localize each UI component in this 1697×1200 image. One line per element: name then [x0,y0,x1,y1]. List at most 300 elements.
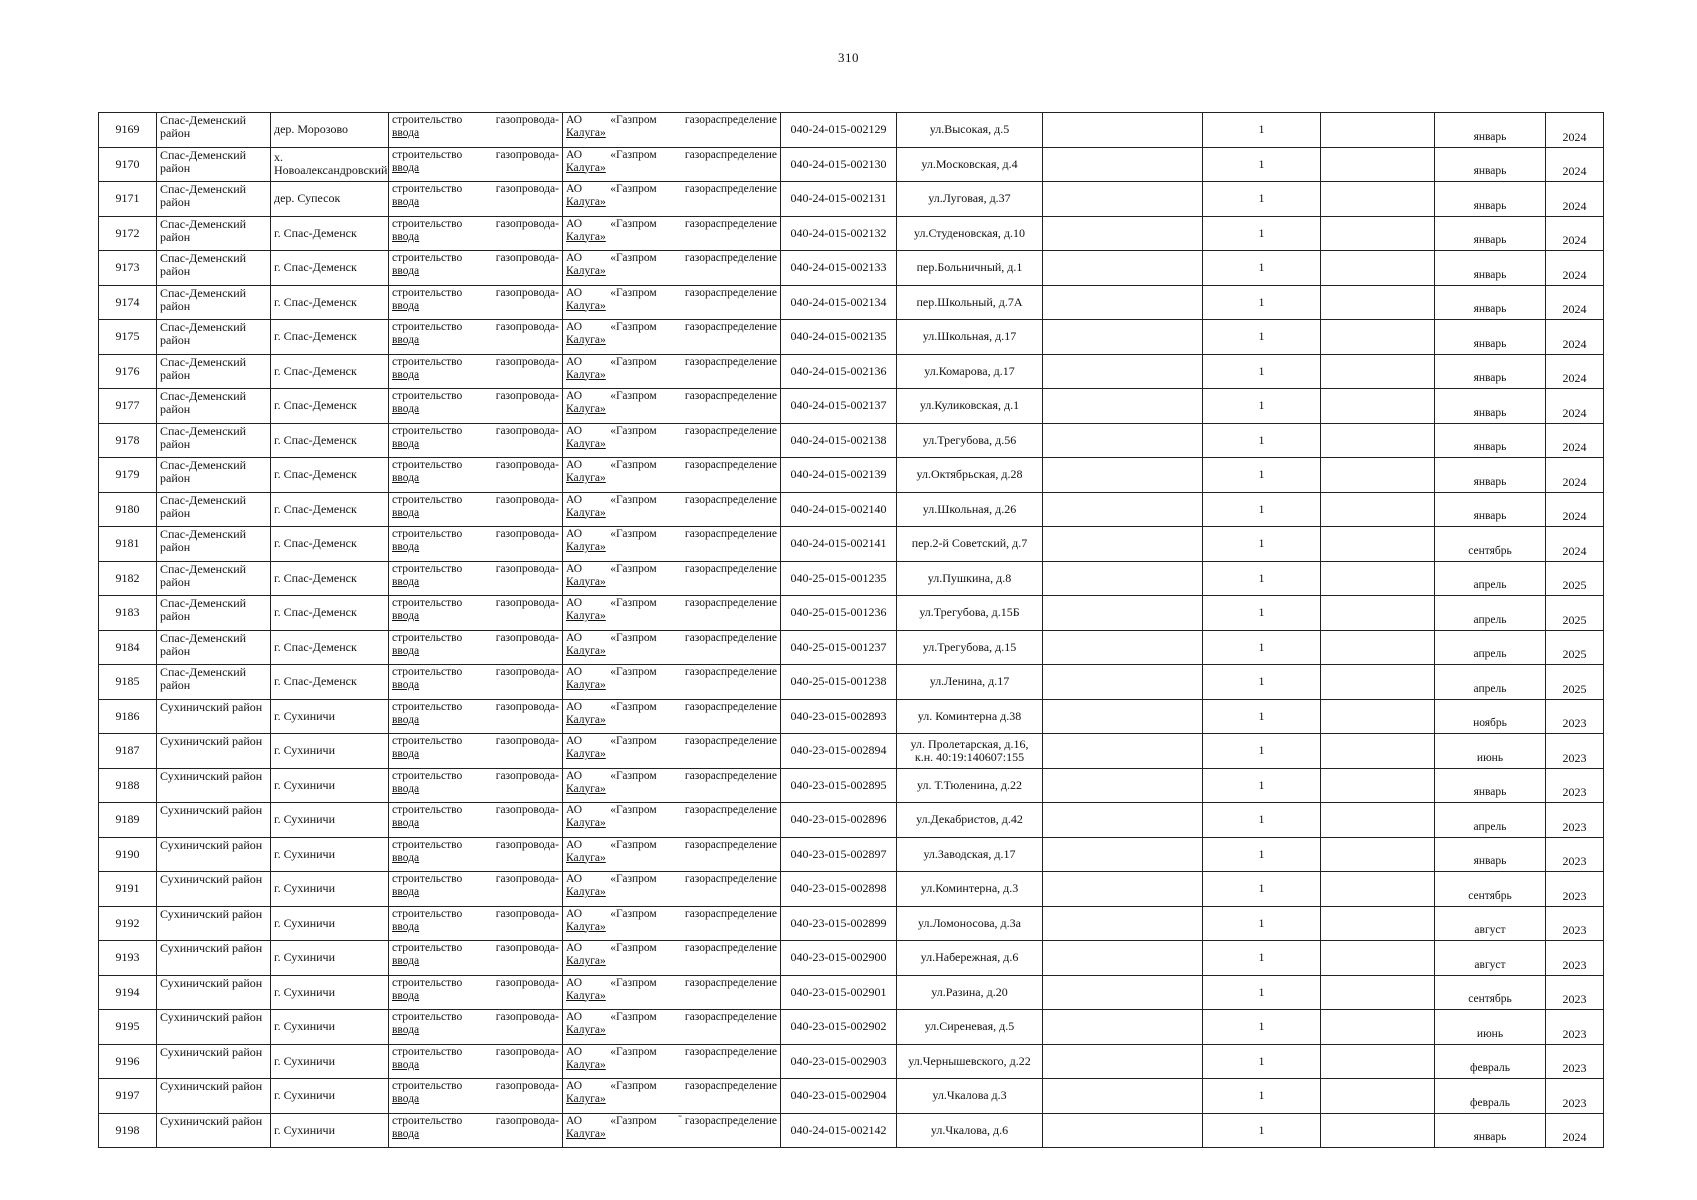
count-cell: 1 [1203,699,1321,734]
district-cell: Спас-Деменский район [157,665,271,700]
work-type-word: ввода [392,161,420,174]
work-type-word: строительство [392,286,463,299]
address-cell: ул.Школьная, д.17 [897,320,1043,355]
organization-word: «Газпром [610,562,657,575]
settlement-cell: дер. Супесок [271,182,389,217]
work-type-cell [389,1010,563,1045]
organization-word: АО [566,562,583,575]
empty-cell [1321,285,1435,320]
work-type-word: газопровода- [495,666,559,678]
address-cell: ул.Октябрьская, д.28 [897,458,1043,493]
organization-word: газораспределение [684,459,777,471]
year-cell: 2024 [1546,458,1604,493]
organization-cell [563,630,781,665]
work-type-word: строительство [392,1114,463,1127]
work-type-word: газопровода- [495,735,559,747]
empty-cell [1043,113,1203,148]
organization-cell [563,458,781,493]
settlement-cell: г. Спас-Деменск [271,527,389,562]
row-number: 9175 [99,320,157,355]
work-type-cell [389,458,563,493]
work-type-word: строительство [392,700,463,713]
count-cell: 1 [1203,320,1321,355]
address-cell: ул.Комарова, д.17 [897,354,1043,389]
settlement-cell: г. Спас-Деменск [271,389,389,424]
organization-word: «Газпром [610,424,657,437]
district-cell: Сухиничский район [157,975,271,1010]
empty-cell [1043,699,1203,734]
district-cell: Спас-Деменский район [157,458,271,493]
table-row [99,837,1604,872]
work-type-word: строительство [392,1011,463,1023]
empty-cell [1321,389,1435,424]
work-type-word: газопровода- [495,1045,559,1058]
work-type-word: газопровода- [495,907,559,920]
month-cell: апрель [1435,561,1546,596]
organization-word: газораспределение [684,735,777,747]
year-cell: 2023 [1546,872,1604,907]
work-type-word: газопровода- [495,459,559,471]
count-cell: 1 [1203,389,1321,424]
organization-word: АО [566,424,583,437]
empty-cell [1321,216,1435,251]
row-number: 9196 [99,1044,157,1079]
empty-cell [1043,906,1203,941]
address-cell: ул.Пушкина, д.8 [897,561,1043,596]
organization-cell [563,803,781,838]
organization-word: «Газпром [610,631,657,644]
organization-word: АО [566,321,583,333]
district-cell: Спас-Деменский район [157,596,271,631]
organization-word: «Газпром [610,390,657,402]
count-cell: 1 [1203,1113,1321,1148]
month-cell: январь [1435,216,1546,251]
work-type-cell [389,1113,563,1148]
organization-cell [563,837,781,872]
table-row [99,251,1604,286]
year-cell: 2025 [1546,561,1604,596]
table-row [99,182,1604,217]
month-cell: июнь [1435,734,1546,769]
settlement-cell: г. Спас-Деменск [271,423,389,458]
year-cell: 2024 [1546,423,1604,458]
work-type-word: газопровода- [495,493,559,506]
count-cell: 1 [1203,1044,1321,1079]
registry-code-cell: 040-25-015-001237 [781,630,897,665]
month-cell: апрель [1435,596,1546,631]
row-number: 9198 [99,1113,157,1148]
organization-word: газораспределение [684,493,777,506]
organization-word: АО [566,528,583,540]
organization-word: газораспределение [684,390,777,402]
table-row [99,1044,1604,1079]
work-type-word: газопровода- [495,1114,559,1127]
count-cell: 1 [1203,975,1321,1010]
work-type-cell [389,1044,563,1079]
work-type-word: ввода [392,610,420,622]
district-cell: Спас-Деменский район [157,113,271,148]
empty-cell [1321,734,1435,769]
registry-code-cell: 040-23-015-002901 [781,975,897,1010]
row-number: 9176 [99,354,157,389]
district-cell: Сухиничский район [157,941,271,976]
work-type-word: ввода [392,886,420,898]
district-cell: Сухиничский район [157,1010,271,1045]
registry-code-cell: 040-24-015-002136 [781,354,897,389]
empty-cell [1043,872,1203,907]
organization-word: газораспределение [684,838,777,851]
work-type-word: строительство [392,942,463,954]
work-type-cell [389,941,563,976]
organization-word: Калуга» [566,161,606,174]
organization-cell [563,354,781,389]
address-cell: ул. Коминтерна д.38 [897,699,1043,734]
organization-word: Калуга» [566,610,606,622]
table-row [99,975,1604,1010]
work-type-word: газопровода- [495,286,559,299]
organization-word: газораспределение [684,769,777,782]
row-number: 9189 [99,803,157,838]
work-type-word: ввода [392,541,420,553]
year-cell: 2024 [1546,320,1604,355]
organization-word: АО [566,286,583,299]
work-type-cell [389,251,563,286]
year-cell: 2024 [1546,251,1604,286]
address-cell: ул. Т.Тюленина, д.22 [897,768,1043,803]
organization-word: АО [566,1045,583,1058]
count-cell: 1 [1203,561,1321,596]
empty-cell [1321,1079,1435,1114]
count-cell: 1 [1203,665,1321,700]
row-number: 9170 [99,147,157,182]
registry-rows [99,113,1604,1148]
work-type-word: ввода [392,196,420,208]
work-type-word: ввода [392,713,420,726]
month-cell: сентябрь [1435,527,1546,562]
organization-word: газораспределение [684,1080,777,1092]
work-type-cell [389,906,563,941]
work-type-cell [389,389,563,424]
row-number: 9169 [99,113,157,148]
organization-word: газораспределение [684,804,777,816]
registry-code-cell: 040-24-015-002131 [781,182,897,217]
district-cell: Сухиничский район [157,699,271,734]
organization-word: АО [566,597,583,609]
registry-code-cell: 040-23-015-002900 [781,941,897,976]
organization-word: газораспределение [684,148,777,161]
empty-cell [1043,1113,1203,1148]
district-cell: Спас-Деменский район [157,216,271,251]
organization-word: Калуга» [566,1058,606,1071]
organization-word: Калуга» [566,1024,606,1036]
work-type-word: газопровода- [495,1011,559,1023]
registry-table [98,112,1604,1148]
work-type-word: строительство [392,838,463,851]
organization-word: «Газпром [610,493,657,506]
organization-word: газораспределение [684,873,777,885]
organization-word: «Газпром [610,252,657,264]
registry-code-cell: 040-24-015-002141 [781,527,897,562]
organization-word: газораспределение [684,976,777,989]
organization-word: АО [566,252,583,264]
row-number: 9171 [99,182,157,217]
registry-code-cell: 040-25-015-001236 [781,596,897,631]
year-cell: 2024 [1546,527,1604,562]
month-cell: июнь [1435,1010,1546,1045]
row-number: 9195 [99,1010,157,1045]
organization-word: «Газпром [610,183,657,195]
table-row [99,354,1604,389]
organization-word: «Газпром [610,769,657,782]
table-row [99,665,1604,700]
organization-cell [563,320,781,355]
work-type-cell [389,665,563,700]
row-number: 9179 [99,458,157,493]
address-cell: ул.Трегубова, д.15Б [897,596,1043,631]
count-cell: 1 [1203,182,1321,217]
organization-word: АО [566,907,583,920]
organization-cell [563,561,781,596]
year-cell: 2024 [1546,182,1604,217]
registry-code-cell: 040-23-015-002895 [781,768,897,803]
year-cell: 2025 [1546,596,1604,631]
organization-word: Калуга» [566,817,606,829]
district-cell: Сухиничский район [157,906,271,941]
empty-cell [1321,1044,1435,1079]
month-cell: январь [1435,458,1546,493]
district-cell: Спас-Деменский район [157,492,271,527]
organization-word: «Газпром [610,873,657,885]
work-type-word: ввода [392,989,420,1002]
month-cell: ноябрь [1435,699,1546,734]
work-type-cell [389,803,563,838]
month-cell: январь [1435,423,1546,458]
organization-word: Калуга» [566,886,606,898]
count-cell: 1 [1203,941,1321,976]
row-number: 9197 [99,1079,157,1114]
settlement-cell: г. Спас-Деменск [271,492,389,527]
organization-word: АО [566,976,583,989]
registry-code-cell: 040-23-015-002903 [781,1044,897,1079]
address-cell: ул.Разина, д.20 [897,975,1043,1010]
registry-code-cell: 040-25-015-001238 [781,665,897,700]
organization-cell [563,596,781,631]
work-type-word: ввода [392,1058,420,1071]
count-cell: 1 [1203,630,1321,665]
settlement-cell: г. Спас-Деменск [271,630,389,665]
organization-word: «Газпром [610,217,657,230]
month-cell: январь [1435,389,1546,424]
settlement-cell: г. Сухиничи [271,803,389,838]
organization-word: «Газпром [610,976,657,989]
organization-word: АО [566,666,583,678]
empty-cell [1043,561,1203,596]
table-row [99,906,1604,941]
district-cell: Сухиничский район [157,1113,271,1148]
organization-word: АО [566,942,583,954]
address-cell: ул.Чкалова, д.6 [897,1113,1043,1148]
empty-cell [1321,975,1435,1010]
empty-cell [1321,423,1435,458]
organization-word: Калуга» [566,403,606,415]
settlement-cell: г. Сухиничи [271,941,389,976]
organization-cell [563,251,781,286]
row-number: 9185 [99,665,157,700]
organization-word: газораспределение [684,700,777,713]
organization-word: «Газпром [610,666,657,678]
table-row [99,596,1604,631]
empty-cell [1321,1113,1435,1148]
organization-word: «Газпром [610,286,657,299]
organization-cell [563,1044,781,1079]
work-type-cell [389,492,563,527]
settlement-cell: г. Спас-Деменск [271,285,389,320]
row-number: 9178 [99,423,157,458]
registry-code-cell: 040-24-015-002133 [781,251,897,286]
empty-cell [1321,803,1435,838]
organization-word: «Газпром [610,907,657,920]
address-cell: пер.2-й Советский, д.7 [897,527,1043,562]
district-cell: Спас-Деменский район [157,285,271,320]
organization-word: Калуга» [566,334,606,346]
organization-word: АО [566,493,583,506]
district-cell: Спас-Деменский район [157,423,271,458]
work-type-word: газопровода- [495,390,559,402]
empty-cell [1043,975,1203,1010]
work-type-cell [389,182,563,217]
empty-cell [1321,1010,1435,1045]
district-cell: Сухиничский район [157,734,271,769]
district-cell: Спас-Деменский район [157,147,271,182]
work-type-word: ввода [392,955,420,967]
organization-word: Калуга» [566,437,606,450]
table-row [99,216,1604,251]
empty-cell [1043,216,1203,251]
work-type-cell [389,285,563,320]
table-row [99,147,1604,182]
registry-code-cell: 040-24-015-002132 [781,216,897,251]
district-cell: Сухиничский район [157,768,271,803]
organization-word: АО [566,390,583,402]
empty-cell [1043,458,1203,493]
settlement-cell: г. Спас-Деменск [271,216,389,251]
empty-cell [1043,1044,1203,1079]
registry-code-cell: 040-25-015-001235 [781,561,897,596]
year-cell: 2023 [1546,1079,1604,1114]
organization-word: АО [566,114,583,126]
settlement-cell: г. Сухиничи [271,837,389,872]
empty-cell [1321,561,1435,596]
work-type-cell [389,734,563,769]
work-type-cell [389,837,563,872]
row-number: 9186 [99,699,157,734]
work-type-word: газопровода- [495,321,559,333]
work-type-word: строительство [392,907,463,920]
registry-code-cell: 040-24-015-002130 [781,147,897,182]
work-type-word: ввода [392,1093,420,1105]
count-cell: 1 [1203,147,1321,182]
district-cell: Спас-Деменский район [157,527,271,562]
work-type-word: газопровода- [495,597,559,609]
month-cell: январь [1435,113,1546,148]
work-type-word: строительство [392,217,463,230]
table-row [99,1079,1604,1114]
settlement-cell: г. Сухиничи [271,1010,389,1045]
organization-cell [563,906,781,941]
year-cell: 2023 [1546,1010,1604,1045]
registry-code-cell: 040-24-015-002142 [781,1113,897,1148]
organization-word: АО [566,1080,583,1092]
work-type-word: ввода [392,334,420,346]
empty-cell [1321,458,1435,493]
work-type-word: строительство [392,183,463,195]
table-row [99,768,1604,803]
work-type-word: ввода [392,127,420,139]
work-type-cell [389,320,563,355]
table-row [99,423,1604,458]
work-type-word: строительство [392,148,463,161]
work-type-word: строительство [392,252,463,264]
month-cell: январь [1435,147,1546,182]
work-type-word: ввода [392,230,420,243]
month-cell: январь [1435,492,1546,527]
organization-word: газораспределение [684,631,777,644]
work-type-word: газопровода- [495,976,559,989]
settlement-cell: г. Спас-Деменск [271,320,389,355]
count-cell: 1 [1203,285,1321,320]
organization-word: АО [566,735,583,747]
address-cell: ул.Трегубова, д.56 [897,423,1043,458]
count-cell: 1 [1203,734,1321,769]
count-cell: 1 [1203,837,1321,872]
registry-code-cell: 040-24-015-002139 [781,458,897,493]
work-type-word: ввода [392,1024,420,1036]
work-type-word: строительство [392,459,463,471]
work-type-word: строительство [392,355,463,368]
month-cell: апрель [1435,803,1546,838]
count-cell: 1 [1203,768,1321,803]
address-cell: ул.Ломоносова, д.3а [897,906,1043,941]
year-cell: 2024 [1546,147,1604,182]
row-number: 9183 [99,596,157,631]
registry-code-cell: 040-23-015-002904 [781,1079,897,1114]
registry-code-cell: 040-23-015-002899 [781,906,897,941]
address-cell: ул.Трегубова, д.15 [897,630,1043,665]
organization-word: АО [566,355,583,368]
empty-cell [1321,906,1435,941]
work-type-cell [389,872,563,907]
organization-word: АО [566,217,583,230]
settlement-cell: г. Спас-Деменск [271,458,389,493]
organization-word: Калуга» [566,920,606,933]
work-type-word: газопровода- [495,183,559,195]
organization-cell [563,182,781,217]
table-row [99,389,1604,424]
organization-word: АО [566,1011,583,1023]
address-cell: ул.Студеновская, д.10 [897,216,1043,251]
district-cell: Спас-Деменский район [157,630,271,665]
organization-word: Калуга» [566,506,606,519]
year-cell: 2023 [1546,837,1604,872]
district-cell: Спас-Деменский район [157,182,271,217]
work-type-word: ввода [392,679,420,691]
work-type-cell [389,527,563,562]
empty-cell [1321,837,1435,872]
organization-word: «Газпром [610,735,657,747]
work-type-word: ввода [392,575,420,588]
year-cell: 2023 [1546,975,1604,1010]
table-row [99,113,1604,148]
